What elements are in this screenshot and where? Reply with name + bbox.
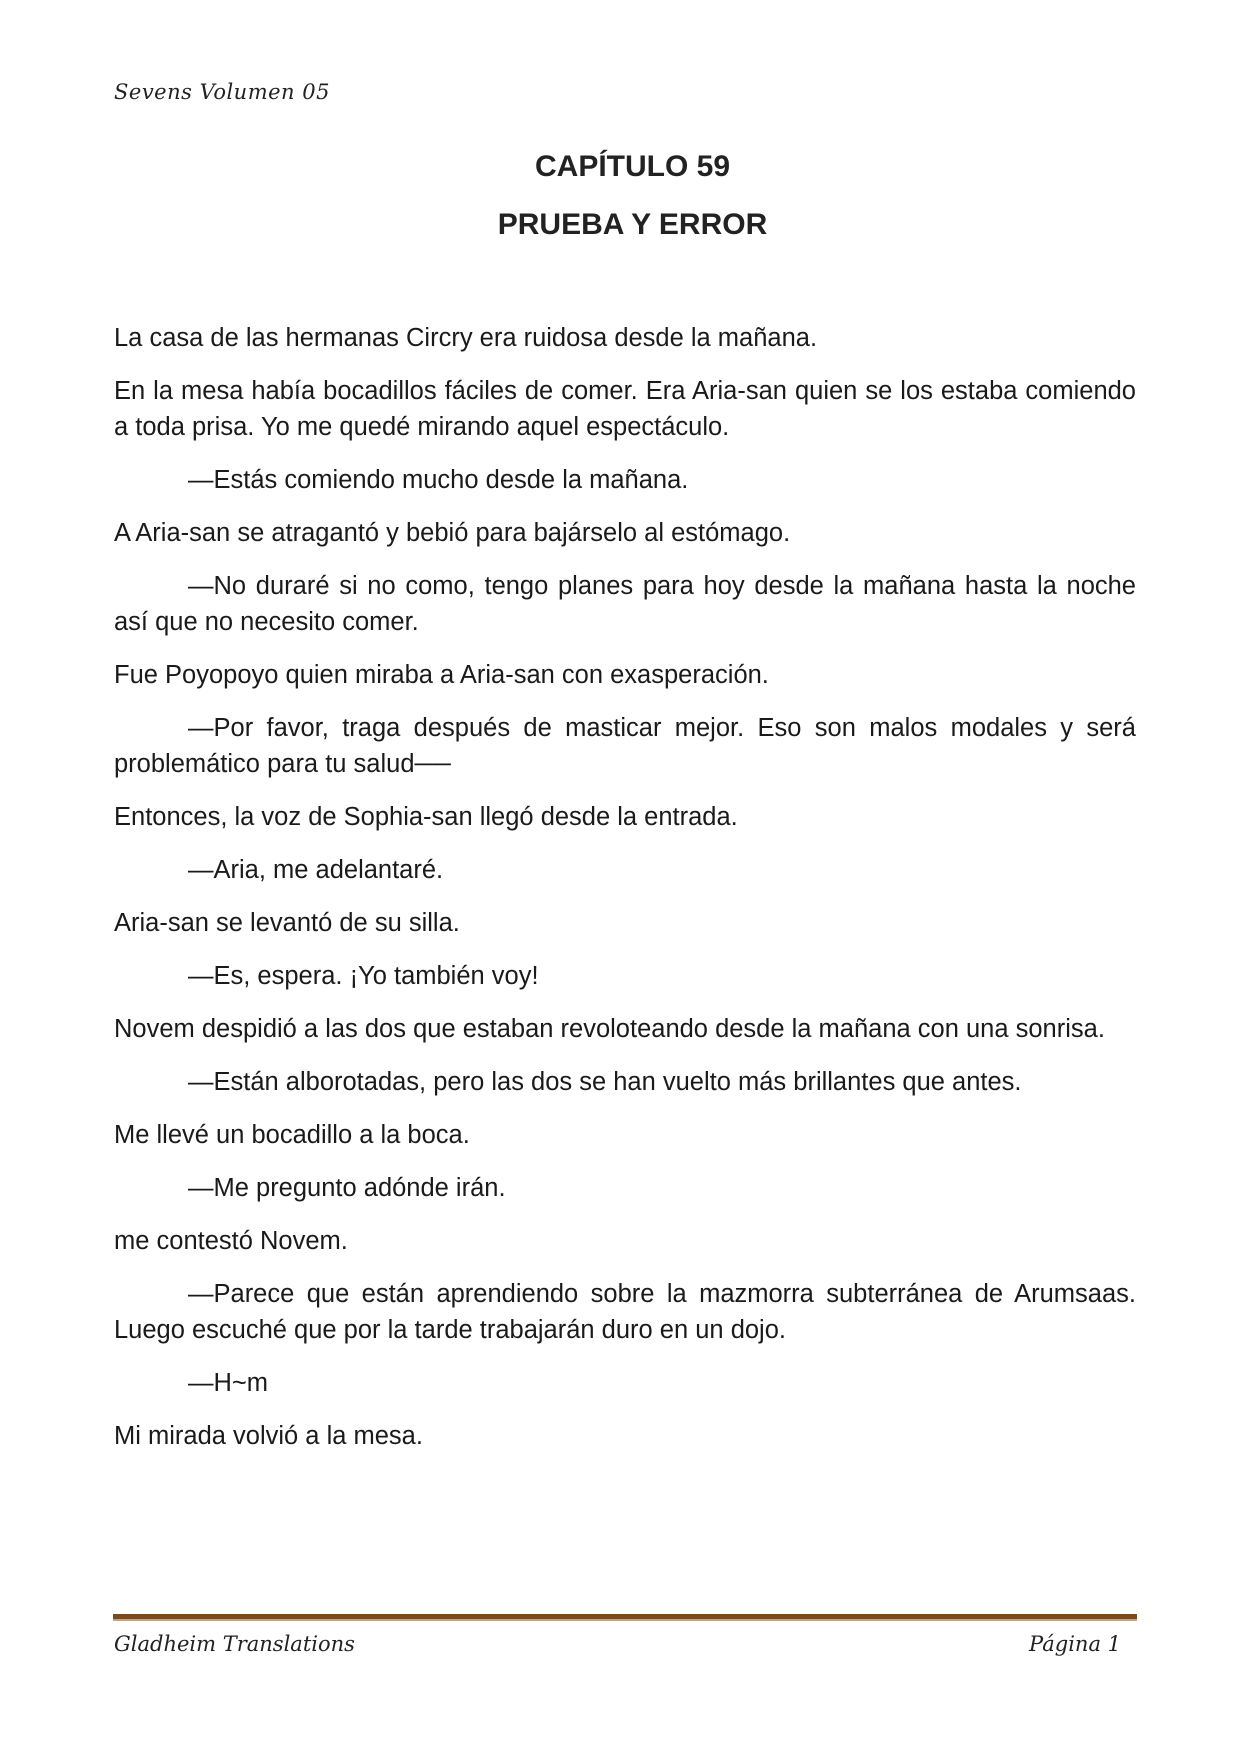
paragraph: Mi mirada volvió a la mesa. bbox=[114, 1422, 423, 1450]
footer-page-number: Página 1 bbox=[1029, 1632, 1121, 1656]
chapter-number: CAPÍTULO 59 bbox=[534, 150, 731, 183]
dialogue-line: —Es, espera. ¡Yo también voy! bbox=[188, 962, 539, 990]
paragraph: En la mesa había bocadillos fáciles de comer. Era Aria-san quien se los estaba comiendo a toda prisa. Yo me quedé mirando aquel espectáculo. bbox=[114, 377, 1136, 441]
dialogue-line: —Estás comiendo mucho desde la mañana. bbox=[188, 466, 689, 494]
footer-divider bbox=[113, 1614, 1137, 1621]
dialogue-line: —Por favor, traga después de masticar mejor. Eso son malos modales y será problemático para tu salud── bbox=[114, 714, 1136, 778]
dialogue-line: —No duraré si no como, tengo planes para hoy desde la mañana hasta la noche así que no necesito comer. bbox=[114, 572, 1136, 636]
paragraph: La casa de las hermanas Circry era ruidosa desde la mañana. bbox=[114, 324, 818, 352]
dialogue-line: —Aria, me adelantaré. bbox=[188, 856, 444, 884]
dialogue-line: —Están alborotadas, pero las dos se han vuelto más brillantes que antes. bbox=[188, 1068, 1022, 1096]
chapter-body bbox=[114, 320, 1136, 1471]
paragraph: A Aria-san se atragantó y bebió para bajárselo al estómago. bbox=[114, 519, 791, 547]
dialogue-line: —Parece que están aprendiendo sobre la mazmorra subterránea de Arumsaas. Luego escuché que por la tarde trabajarán duro en un dojo. bbox=[114, 1280, 1136, 1344]
footer-publisher: Gladheim Translations bbox=[114, 1632, 355, 1656]
paragraph: Entonces, la voz de Sophia-san llegó desde la entrada. bbox=[114, 803, 738, 831]
paragraph: me contestó Novem. bbox=[114, 1227, 348, 1255]
paragraph: Aria-san se levantó de su silla. bbox=[114, 909, 460, 937]
paragraph: Me llevé un bocadillo a la boca. bbox=[114, 1121, 470, 1149]
chapter-title: PRUEBA Y ERROR bbox=[497, 208, 768, 241]
dialogue-line: —Me pregunto adónde irán. bbox=[188, 1174, 506, 1202]
paragraph: Novem despidió a las dos que estaban revoloteando desde la mañana con una sonrisa. bbox=[114, 1015, 1105, 1043]
dialogue-line: —H~m bbox=[188, 1369, 269, 1397]
running-header: Sevens Volumen 05 bbox=[114, 80, 330, 104]
paragraph: Fue Poyopoyo quien miraba a Aria-san con exasperación. bbox=[114, 661, 769, 689]
